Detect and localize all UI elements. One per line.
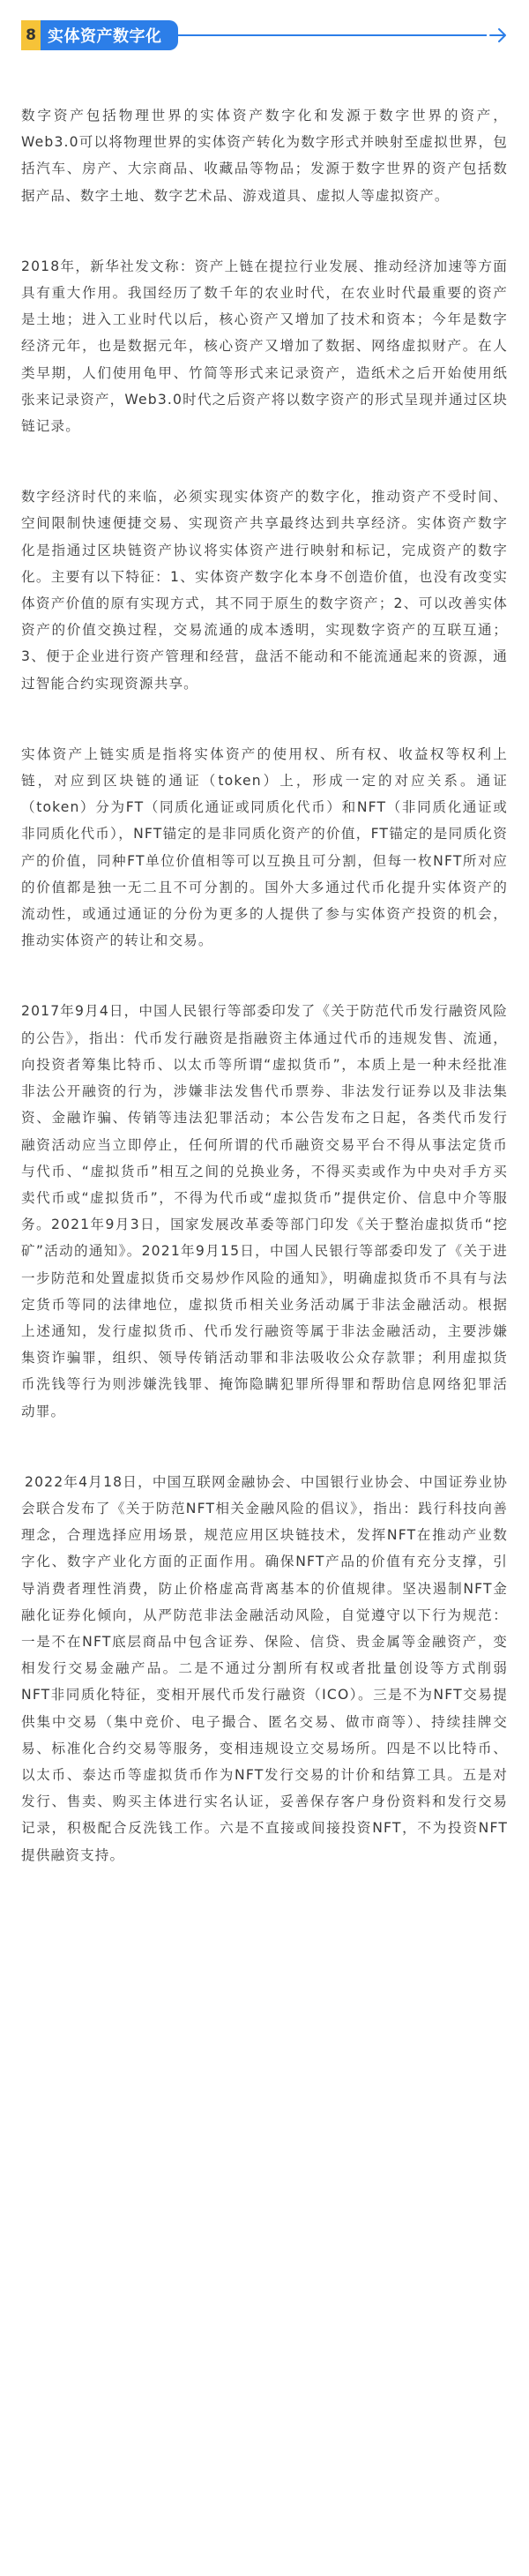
section-number-badge: 8	[21, 20, 41, 50]
section-header	[21, 18, 508, 53]
paragraph-5: 2017年9月4日，中国人民银行等部委印发了《关于防范代币发行融资风险的公告》，指出：代币发行融资是指融资主体通过代币的违规发售、流通，向投资者筹集比特币、以太币等所谓“虚拟货币”，本质上是一种未经批准非法公开融资的行为，涉嫌非法发售代币票券、非法发行证券以及非法集资、金融诈骗、传销等违法犯罪活动；本公告发布之日起，各类代币发行融资活动应当立即停止，任何所谓的代币融资交易平台不得从事法定货币与代币、“虚拟货币”相互之间的兑换业务，不得买卖或作为中央对手方买卖代币或“虚拟货币”，不得为代币或“虚拟货币”提供定价、信息中介等服务。2021年9月3日，国家发展改革委等部门印发《关于整治虚拟货币“挖矿”活动的通知》。2021年9月15日，中国人民银行等部委印发了《关于进一步防范和处置虚拟货币交易炒作风险的通知》，明确虚拟货币不具有与法定货币等同的法律地位，虚拟货币相关业务活动属于非法金融活动。根据上述通知，发行虚拟货币、代币发行融资等属于非法金融活动，主要涉嫌集资诈骗罪，组织、领导传销活动罪和非法吸收公众存款罪；利用虚拟货币洗钱等行为则涉嫌洗钱罪、掩饰隐瞒犯罪所得罪和帮助信息网络犯罪活动罪。	[21, 1003, 508, 1419]
arrow-right-icon	[488, 26, 508, 45]
paragraph-2: 2018年，新华社发文称：资产上链在提拉行业发展、推动经济加速等方面具有重大作用。我国经历了数千年的农业时代，在农业时代最重要的资产是土地；进入工业时代以后，核心资产又增加了技术和资本；今年是数字经济元年，也是数据元年，核心资产又增加了数据、网络虚拟财产。在人类早期，人们使用龟甲、竹简等形式来记录资产，造纸术之后开始使用纸张来记录资产，Web3.0时代之后资产将以数字资产的形式呈现并通过区块链记录。	[21, 258, 508, 435]
section-title: 实体资产数字化	[41, 20, 178, 50]
paragraph-6: 2022年4月18日，中国互联网金融协会、中国银行业协会、中国证券业协会联合发布了《关于防范NFT相关金融风险的倡议》，指出：践行科技向善理念，合理选择应用场景，规范应用区块链技术，发挥NFT在推动产业数字化、数字产业化方面的正面作用。确保NFT产品的价值有充分支撑，引导消费者理性消费，防止价格虚高背离基本的价值规律。坚决遏制NFT金融化证券化倾向，从严防范非法金融活动风险，自觉遵守以下行为规范：一是不在NFT底层商品中包含证券、保险、信贷、贵金属等金融资产，变相发行交易金融产品。二是不通过分割所有权或者批量创设等方式削弱NFT非同质化特征，变相开展代币发行融资（ICO）。三是不为NFT交易提供集中交易（集中竞价、电子撮合、匿名交易、做市商等）、持续挂牌交易、标准化合约交易等服务，变相违规设立交易场所。四是不以比特币、以太币、泰达币等虚拟货币作为NFT发行交易的计价和结算工具。五是对发行、售卖、购买主体进行实名认证，妥善保存客户身份资料和发行交易记录，积极配合反洗钱工作。六是不直接或间接投资NFT，不为投资NFT提供融资支持。	[21, 1473, 508, 1863]
article-body	[21, 102, 508, 1868]
paragraph-1: 数字资产包括物理世界的实体资产数字化和发源于数字世界的资产，Web3.0可以将物理世界的实体资产转化为数字形式并映射至虚拟世界，包括汽车、房产、大宗商品、收藏品等物品；发源于数字世界的资产包括数据产品、数字土地、数字艺术品、游戏道具、虚拟人等虚拟资产。	[21, 108, 508, 204]
paragraph-4: 实体资产上链实质是指将实体资产的使用权、所有权、收益权等权利上链，对应到区块链的通证（token）上，形成一定的对应关系。通证（token）分为FT（同质化通证或同质化代币）和NFT（非同质化通证或非同质化代币），NFT锚定的是非同质化资产的价值，FT锚定的是同质化资产的价值，同种FT单位价值相等可以互换且可分割，但每一枚NFT所对应的价值都是独一无二且不可分割的。国外大多通过代币化提升实体资产的流动性，或通过通证的分份为更多的人提供了参与实体资产投资的机会，推动实体资产的转让和交易。	[21, 745, 508, 949]
section-divider	[178, 34, 488, 36]
paragraph-3: 数字经济时代的来临，必须实现实体资产的数字化，推动资产不受时间、空间限制快速便捷交易、实现资产共享最终达到共享经济。实体资产数字化是指通过区块链资产协议将实体资产进行映射和标记，完成资产的数字化。主要有以下特征：1、实体资产数字化本身不创造价值，也没有改变实体资产价值的原有实现方式，其不同于原生的数字资产；2、可以改善实体资产的价值交换过程，交易流通的成本透明，实现数字资产的互联互通；3、便于企业进行资产管理和经营，盘活不能动和不能流通起来的资源，通过智能合约实现资源共享。	[21, 489, 508, 692]
